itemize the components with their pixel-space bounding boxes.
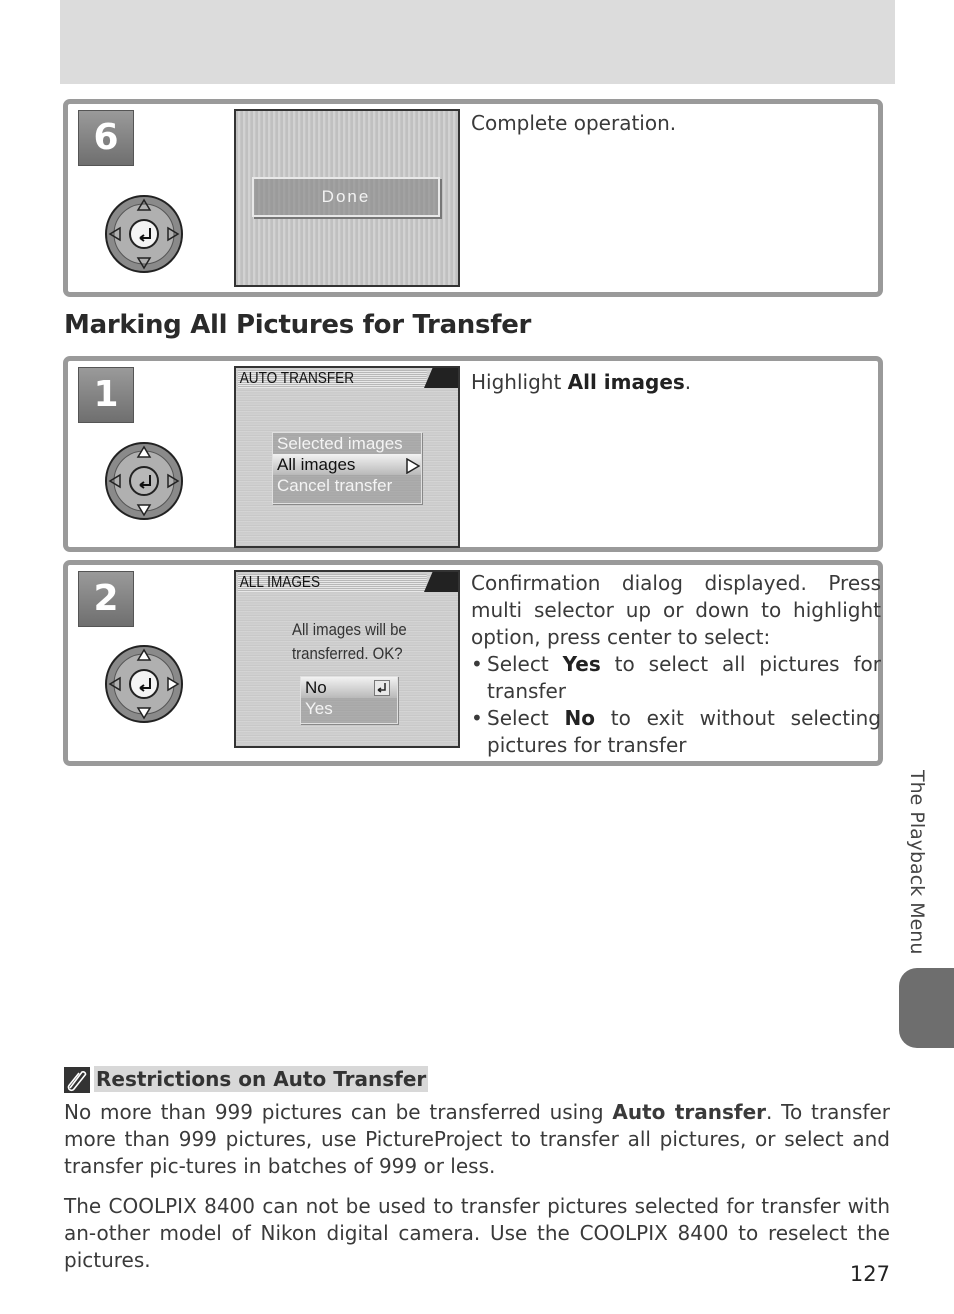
side-chapter-label: The Playback Menu xyxy=(906,770,928,955)
desc-intro: Confirmation dialog displayed. Press multi selector up or down to highlight option, press center to select: xyxy=(471,571,881,649)
section-title: Marking All Pictures for Transfer xyxy=(64,310,532,340)
note-title: Restrictions on Auto Transfer xyxy=(96,1067,427,1091)
multi-selector-center-icon xyxy=(104,194,184,274)
step-6-box xyxy=(63,99,883,297)
dialog-text xyxy=(292,618,407,666)
note-paragraph-2: The COOLPIX 8400 can not be used to transfer pictures selected for transfer with an-other model of Nikon digital camera. Use the COOLPIX 8400 to reselect the pictures. xyxy=(64,1194,890,1272)
multi-selector-all-icon xyxy=(104,644,184,724)
arrow-right-icon xyxy=(406,458,420,474)
enter-icon xyxy=(374,680,390,696)
menu-item-selected-images[interactable]: Selected images xyxy=(277,434,403,453)
step-2-box xyxy=(63,560,883,766)
step-6-description: Complete operation. xyxy=(471,111,677,135)
camera-screen xyxy=(234,366,460,548)
page-number: 127 xyxy=(849,1262,890,1286)
bullet-no: • Select No to exit without selecting pictures for transfer xyxy=(471,706,882,757)
option-no[interactable]: No xyxy=(301,677,397,698)
screen-title: AUTO TRANSFER xyxy=(238,370,427,388)
side-chapter-tab xyxy=(899,968,954,1048)
menu-item-all-images[interactable]: All images xyxy=(273,454,421,475)
dialog-line: All images will be xyxy=(292,620,407,639)
note-paragraph-1: No more than 999 pictures can be transferred using Auto transfer. To transfer more than 999 pictures, use PictureProject to transfer all pictures, or select and transfer pic-tures in batches of 999 or less. xyxy=(64,1100,890,1178)
camera-screen xyxy=(234,109,460,287)
step-1-description: Highlight All images. xyxy=(471,370,692,394)
header-band xyxy=(60,0,895,84)
step-number: 1 xyxy=(78,367,134,423)
camera-screen xyxy=(234,570,460,748)
dialog-line: transferred. OK? xyxy=(292,644,403,663)
pencil-note-icon xyxy=(64,1067,90,1093)
step-number: 2 xyxy=(78,571,134,627)
step-2-description xyxy=(471,570,881,759)
screen-tab xyxy=(424,368,458,388)
screen-tab xyxy=(424,572,458,592)
step-1-box xyxy=(63,356,883,552)
done-button[interactable]: Done xyxy=(252,177,440,217)
menu-item-cancel-transfer[interactable]: Cancel transfer xyxy=(277,476,393,495)
multi-selector-up-down-icon xyxy=(104,441,184,521)
step-number: 6 xyxy=(78,110,134,166)
transfer-menu xyxy=(272,432,422,504)
option-yes[interactable]: Yes xyxy=(305,699,333,718)
bullet-yes: • Select Yes to select all pictures for transfer xyxy=(471,652,881,703)
screen-title: ALL IMAGES xyxy=(238,574,427,592)
